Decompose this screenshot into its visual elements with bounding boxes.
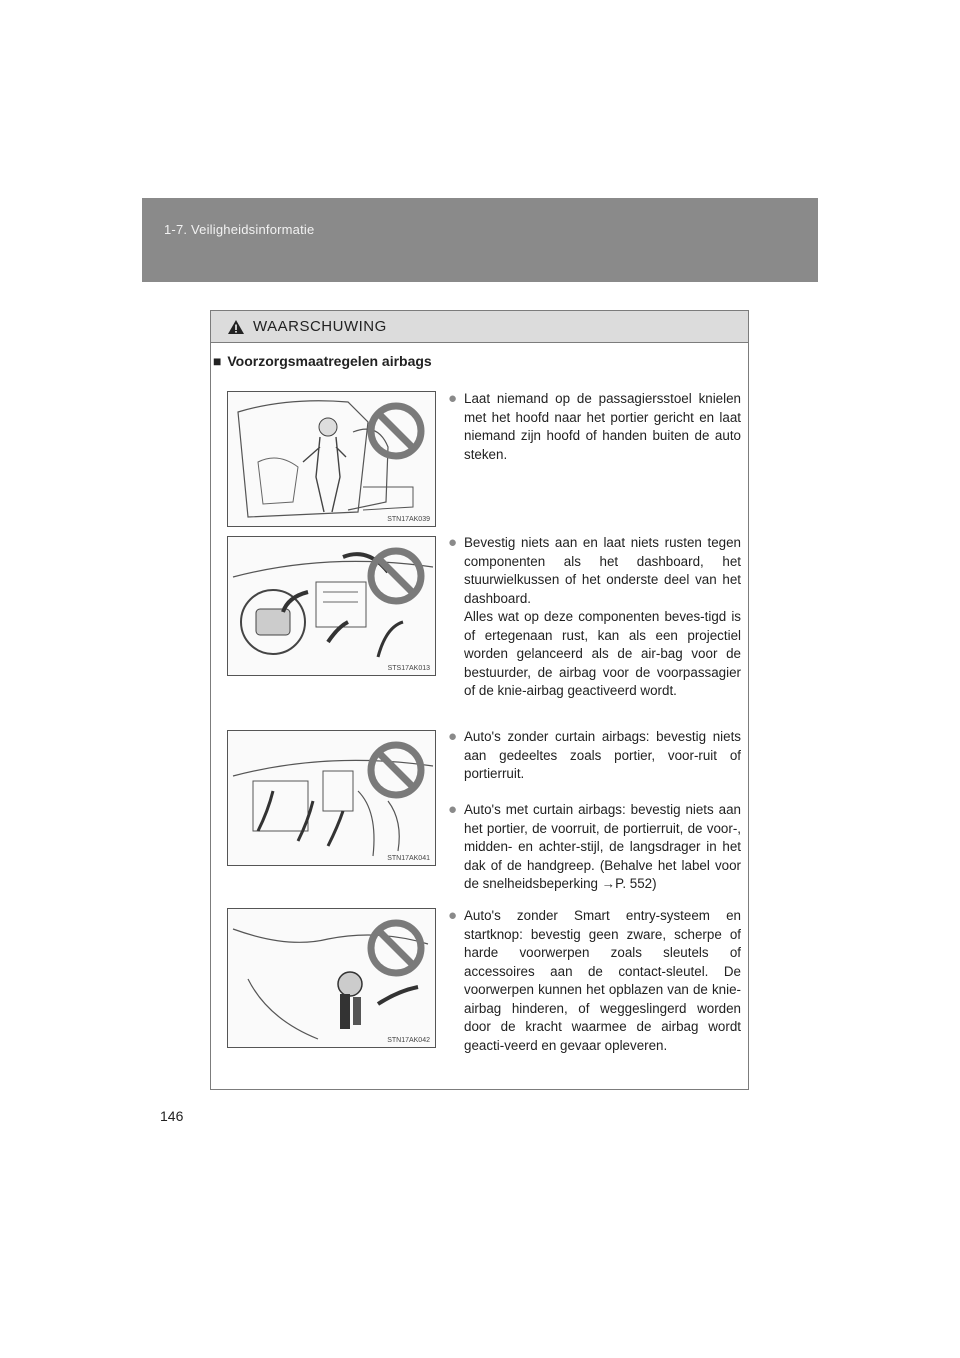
bullet-item: [448, 728, 741, 784]
bullet-text: Auto's zonder curtain airbags: bevestig niets aan gedeeltes zoals portier, voor-ruit of portierruit.: [464, 729, 741, 781]
bullet-item: [448, 907, 741, 1055]
bullet-text: Auto's met curtain airbags: bevestig niets aan het portier, de voorruit, de portierruit, de voor-, midden- en achter-stijl, de langsdrager in het dak of de handgreep. (Behalve het label voor de snelheidsbeperking →P. 552): [464, 802, 741, 891]
illustration-interior: [227, 730, 436, 866]
illustration-code: STN17AK042: [387, 1037, 430, 1044]
prohibition-icon: [365, 545, 427, 607]
illustration-dashboard: [227, 536, 436, 676]
bullet-item: [448, 534, 741, 701]
prohibition-icon: [365, 400, 427, 462]
illustration-code: STS17AK013: [387, 665, 430, 672]
warning-triangle-icon: [227, 319, 245, 335]
bullet-item: [448, 390, 741, 464]
bullet-text: Bevestig niets aan en laat niets rusten tegen componenten als het dashboard, het stuurwielkussen of het onderste deel van het dashboard. Alles wat op deze componenten beves-tigd is of ertegenaan rust, kan als een projectiel worden gelanceerd als de air-bag voor de bestuurder, de airbag voor de voorpassagier of de knie-airbag geactiveerd wordt.: [464, 535, 741, 698]
warning-header: [211, 311, 748, 343]
prohibition-icon: [365, 917, 427, 979]
bullet-text: Laat niemand op de passagiersstoel knielen met het hoofd naar het portier gericht en laat niemand zijn hoofd of handen buiten de auto steken.: [464, 391, 741, 462]
illustration-code: STN17AK039: [387, 516, 430, 523]
page-number: 146: [160, 1108, 184, 1124]
warning-box: [210, 310, 749, 1090]
subheading-text: Voorzorgsmaatregelen airbags: [227, 353, 432, 369]
subheading-marker: ■: [213, 353, 222, 369]
bullet-marker: ●: [448, 728, 458, 745]
warning-title: WAARSCHUWING: [253, 318, 387, 335]
prohibition-icon: [365, 739, 427, 801]
bullet-marker: ●: [448, 534, 458, 551]
subheading: [213, 353, 432, 369]
bullet-marker: ●: [448, 390, 458, 407]
bullet-marker: ●: [448, 907, 458, 924]
illustration-ignition-key: [227, 908, 436, 1048]
illustration-passenger-seat: [227, 391, 436, 527]
bullet-marker: ●: [448, 801, 458, 818]
section-label: 1-7. Veiligheidsinformatie: [164, 222, 315, 237]
section-header-band: [142, 198, 818, 282]
illustration-code: STN17AK041: [387, 855, 430, 862]
bullet-text: Auto's zonder Smart entry-systeem en startknop: bevestig geen zware, scherpe of harde voorwerpen zoals sleutels of accessoires aan de contact-sleutel. De voorwerpen kunnen het opblazen van de knie-airbag hinderen, of weggeslingerd worden door de kracht waarmee de airbag wordt geacti-veerd en gevaar opleveren.: [464, 908, 741, 1053]
bullet-item: [448, 801, 741, 894]
